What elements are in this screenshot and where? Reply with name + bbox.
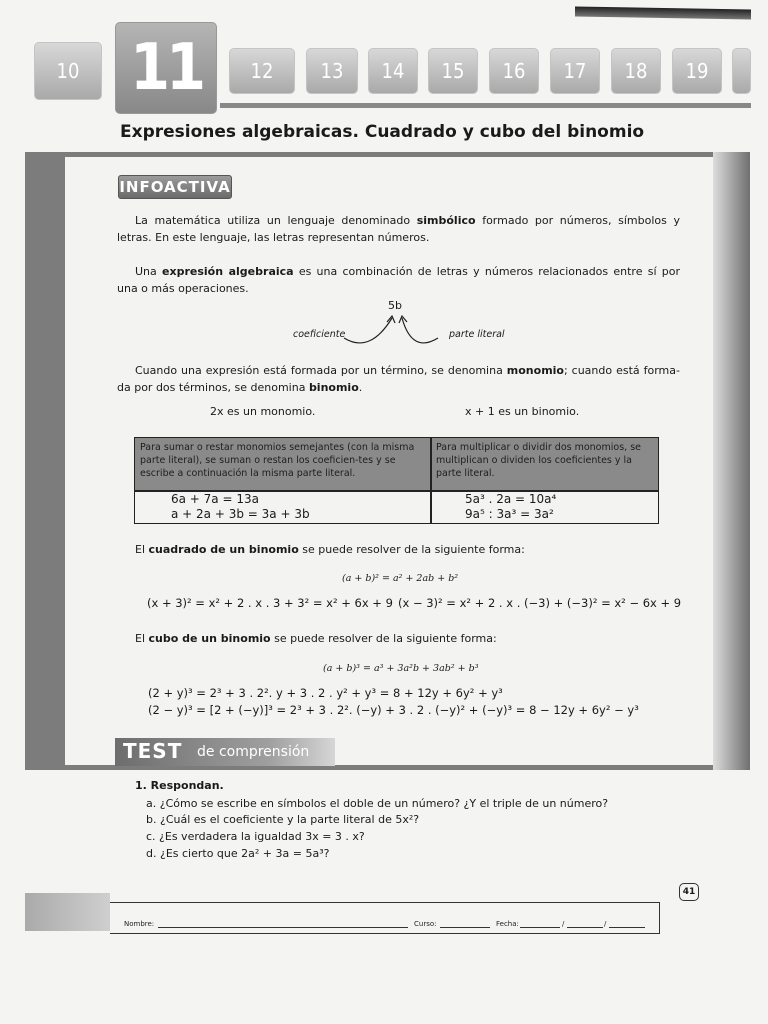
- paragraph-monomial-binomial: [117, 362, 680, 396]
- bold-term: simbólico: [416, 214, 476, 227]
- date-label: Fecha:: [496, 920, 519, 928]
- test-banner: [115, 738, 335, 766]
- table-cell: 5a³ . 2a = 10a⁴: [465, 492, 557, 506]
- name-field[interactable]: [158, 927, 408, 928]
- text: se puede resolver de la siguiente forma:: [270, 632, 497, 645]
- question-a: a. ¿Cómo se escribe en símbolos el doble de un número? ¿Y el triple de un número?: [146, 797, 609, 810]
- table-cell: 9a⁵ : 3a³ = 3a²: [465, 507, 554, 521]
- frame-gradient: [713, 152, 750, 770]
- table-header-add: Para sumar o restar monomios semejantes (con la misma parte literal), se suman o restan los coeficien-tes y se escribe a continuación la misma parte literal.: [135, 438, 431, 490]
- paragraph-symbolic-language: [117, 212, 680, 246]
- text: Una: [135, 265, 163, 278]
- test-subtitle: de comprensión: [197, 744, 310, 760]
- example-square-plus: (x + 3)² = x² + 2 . x . 3 + 3² = x² + 6x + 9: [147, 596, 393, 610]
- text: La matemática utiliza un lenguaje denominado: [135, 214, 417, 227]
- paragraph-cube-binomial: [135, 630, 675, 647]
- name-label: Nombre:: [124, 920, 155, 928]
- tab-15[interactable]: 15: [428, 48, 478, 94]
- table-header-multiply: Para multiplicar o dividir dos monomios, se multiplican o dividen los coeficientes y la parte literal.: [431, 438, 658, 490]
- tab-partial: [732, 48, 751, 94]
- paragraph-algebraic-expression: [117, 263, 680, 297]
- tab-16[interactable]: 16: [489, 48, 539, 94]
- question-title: 1. Respondan.: [135, 779, 224, 792]
- text: El: [135, 632, 149, 645]
- diagram-coefficient-label: coeficiente: [293, 329, 346, 340]
- footer-band: [25, 893, 110, 931]
- question-b: b. ¿Cuál es el coeficiente y la parte literal de 5x²?: [146, 813, 420, 826]
- formula-square: (a + b)² = a² + 2ab + b²: [342, 573, 459, 584]
- decorative-line: [220, 103, 751, 108]
- tab-10[interactable]: 10: [34, 42, 102, 100]
- date-month-field[interactable]: [567, 927, 603, 928]
- tab-13[interactable]: 13: [306, 48, 358, 94]
- test-title: TEST: [123, 739, 183, 763]
- course-field[interactable]: [440, 927, 490, 928]
- example-binomial: x + 1 es un binomio.: [465, 405, 580, 418]
- text: formado por números, símbolos y letras. En este lenguaje, las letras representan números.: [117, 214, 680, 244]
- tab-14[interactable]: 14: [368, 48, 418, 94]
- text: se puede resolver de la siguiente forma:: [298, 543, 525, 556]
- page-number: 41: [679, 883, 699, 901]
- text: ; cuando está forma-da por dos términos, se denomina: [117, 364, 680, 394]
- chapter-tab-strip: [0, 0, 768, 120]
- divider: [430, 438, 432, 523]
- bold-term: binomio: [308, 381, 359, 394]
- rules-table: [134, 437, 659, 524]
- diagram-term: 5b: [388, 299, 402, 312]
- paragraph-square-binomial: [135, 541, 675, 558]
- example-cube-plus: (2 + y)³ = 2³ + 3 . 2². y + 3 . 2 . y² + y³ = 8 + 12y + 6y² + y³: [148, 686, 503, 700]
- bold-term: cubo de un binomio: [148, 632, 271, 645]
- diagram-literal-label: parte literal: [449, 329, 505, 340]
- decorative-line: [575, 6, 751, 19]
- text: .: [358, 381, 363, 394]
- tab-17[interactable]: 17: [550, 48, 600, 94]
- date-year-field[interactable]: [609, 927, 645, 928]
- example-monomial: 2x es un monomio.: [210, 405, 316, 418]
- footer-box: [110, 902, 660, 934]
- course-label: Curso:: [414, 920, 437, 928]
- tab-18[interactable]: 18: [611, 48, 661, 94]
- diagram-arrows: [340, 310, 440, 346]
- question-c: c. ¿Es verdadera la igualdad 3x = 3 . x?: [146, 830, 365, 843]
- date-separator: /: [604, 920, 607, 928]
- bold-term: expresión algebraica: [162, 265, 294, 278]
- tab-12[interactable]: 12: [229, 48, 295, 94]
- table-cell: 6a + 7a = 13a: [171, 492, 259, 506]
- unit-title: Expresiones algebraicas. Cuadrado y cubo del binomio: [120, 122, 645, 142]
- tab-11-active[interactable]: 11: [115, 22, 217, 114]
- bold-term: cuadrado de un binomio: [148, 543, 299, 556]
- text: Cuando una expresión está formada por un término, se denomina: [135, 364, 507, 377]
- bold-term: monomio: [506, 364, 564, 377]
- example-cube-minus: (2 − y)³ = [2 + (−y)]³ = 2³ + 3 . 2². (−y) + 3 . 2 . (−y)² + (−y)³ = 8 − 12y + 6y² − y³: [148, 703, 639, 717]
- example-square-minus: (x − 3)² = x² + 2 . x . (−3) + (−3)² = x² − 6x + 9: [398, 596, 682, 610]
- text: es una combinación de letras y números relacionados entre sí por una o más operaciones.: [117, 265, 680, 295]
- date-day-field[interactable]: [520, 927, 560, 928]
- formula-cube: (a + b)³ = a³ + 3a²b + 3ab² + b³: [323, 663, 479, 674]
- section-label: INFOACTIVA: [118, 175, 232, 199]
- text: El: [135, 543, 149, 556]
- date-separator: /: [562, 920, 565, 928]
- question-d: d. ¿Es cierto que 2a² + 3a = 5a³?: [146, 847, 330, 860]
- table-cell: a + 2a + 3b = 3a + 3b: [171, 507, 310, 521]
- tab-19[interactable]: 19: [672, 48, 722, 94]
